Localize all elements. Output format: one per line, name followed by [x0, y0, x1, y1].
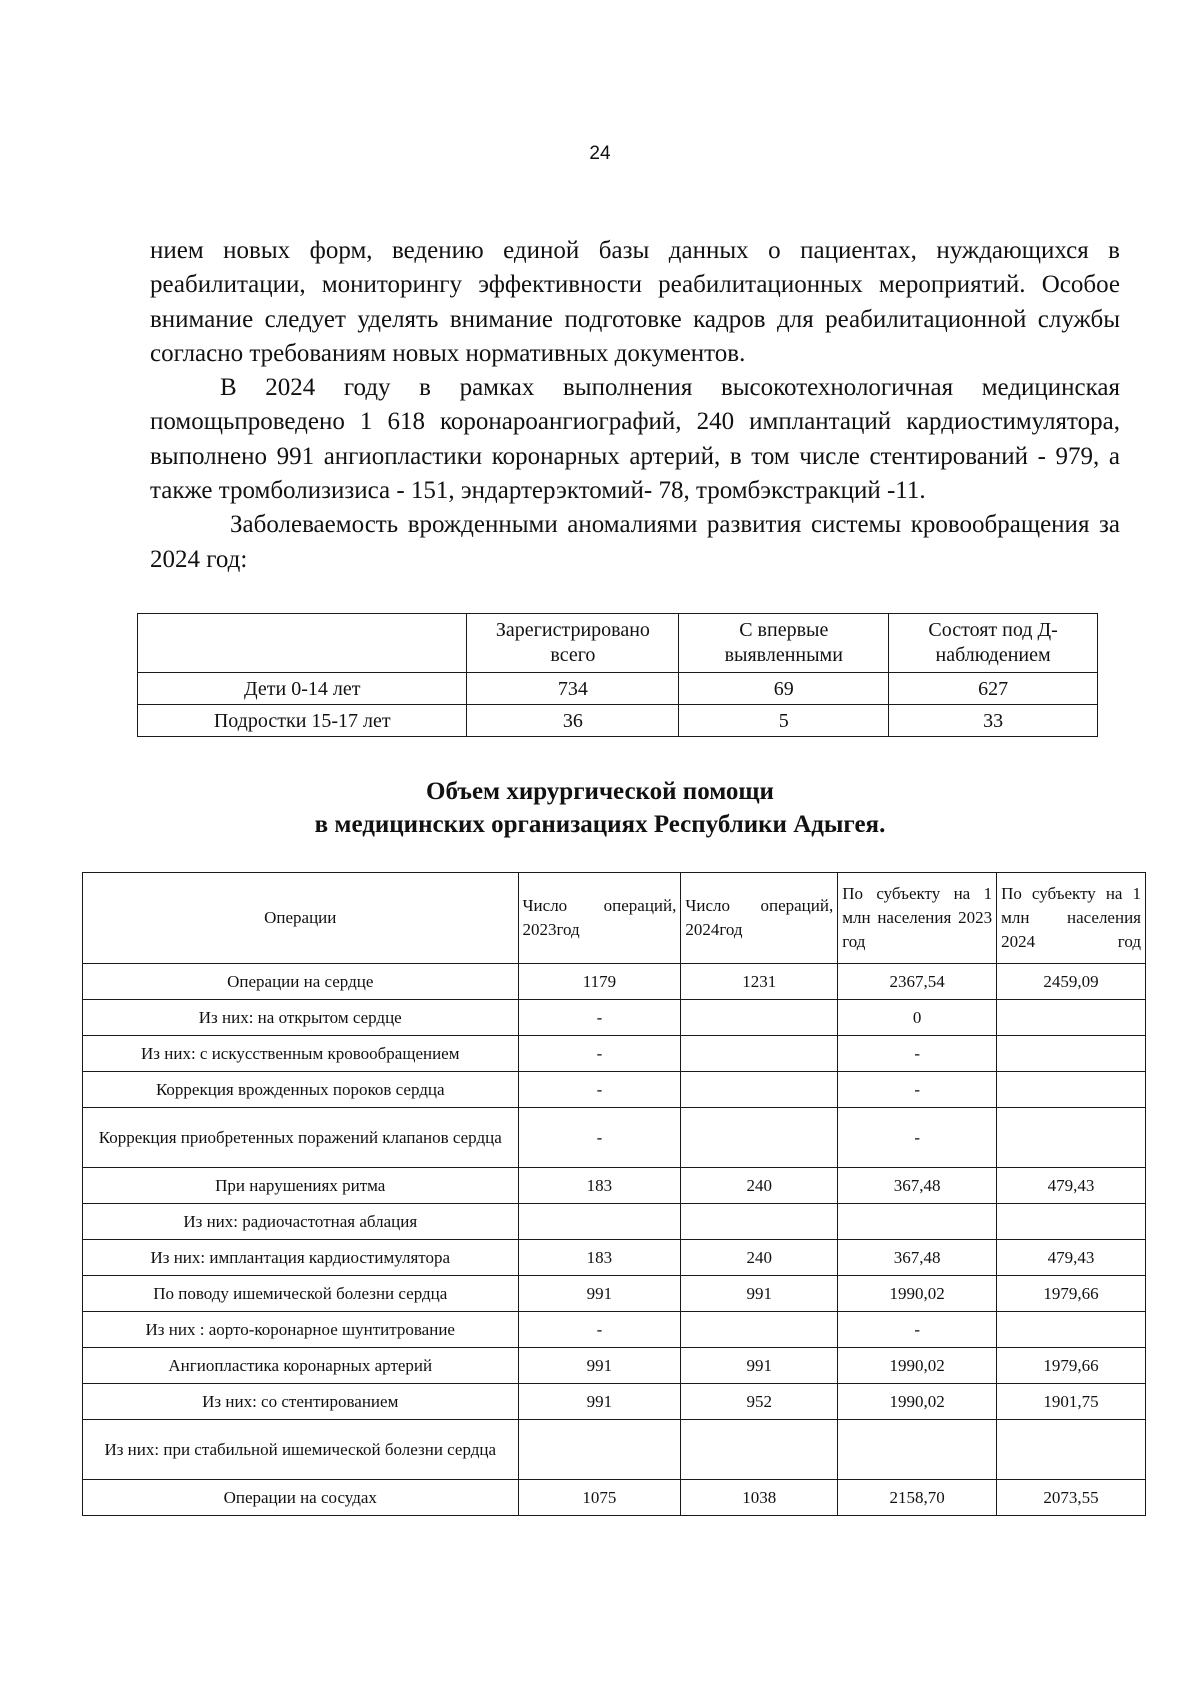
table-cell: 33: [889, 705, 1098, 737]
table-header-cell: Состоят под Д-наблюдением: [889, 614, 1098, 673]
table-row: [83, 1204, 1146, 1240]
table-cell: Ангиопластика коронарных артерий: [83, 1348, 519, 1384]
page-number: 24: [589, 143, 611, 164]
table-cell: [997, 1420, 1146, 1480]
table-cell: 1038: [681, 1480, 838, 1516]
table-header-row: [83, 873, 1146, 964]
table-cell: 991: [518, 1276, 681, 1312]
table-row: [83, 1384, 1146, 1420]
table-cell: Дети 0-14 лет: [138, 673, 467, 705]
table-row: [83, 1480, 1146, 1516]
congenital-anomalies-table: [137, 613, 1098, 737]
table-header-cell: Число операций, 2024год: [681, 873, 838, 964]
table-row: [83, 1036, 1146, 1072]
table-cell: 991: [681, 1276, 838, 1312]
table-cell: [681, 1312, 838, 1348]
paragraph-3: Заболеваемость врожденными аномалиями развития системы кровообращения за 2024 год:: [150, 511, 1120, 573]
table-row: [83, 1072, 1146, 1108]
table-cell: 734: [467, 673, 679, 705]
table-cell: [681, 1204, 838, 1240]
table-cell: [518, 1204, 681, 1240]
table-cell: [681, 1072, 838, 1108]
table-cell: 1979,66: [997, 1348, 1146, 1384]
paragraph-1: нием новых форм, ведению единой базы данных о пациентах, нуждающихся в реабилитации, мониторингу эффективности реабилитационных мероприятий. Особое внимание следует уделять внимание подготовке кадров для реабилитационной службы согласно требованиям новых нормативных документов.: [150, 237, 1120, 367]
table-cell: Коррекция приобретенных поражений клапанов сердца: [83, 1108, 519, 1168]
table-cell: -: [518, 1312, 681, 1348]
table-cell: 183: [518, 1168, 681, 1204]
table-cell: 2459,09: [997, 964, 1146, 1000]
table-cell: При нарушениях ритма: [83, 1168, 519, 1204]
table-header-cell: Число операций, 2023год: [518, 873, 681, 964]
table-cell: [681, 1000, 838, 1036]
table-cell: -: [838, 1036, 997, 1072]
table-header-row: [138, 614, 1098, 673]
table-cell: 1075: [518, 1480, 681, 1516]
table-row: [83, 1276, 1146, 1312]
table-header-cell: [138, 614, 467, 673]
table-cell: 479,43: [997, 1168, 1146, 1204]
table-cell: 1179: [518, 964, 681, 1000]
table-cell: -: [518, 1000, 681, 1036]
table-cell: 1231: [681, 964, 838, 1000]
table-cell: [681, 1036, 838, 1072]
table-row: [138, 705, 1098, 737]
table-cell: 0: [838, 1000, 997, 1036]
table-row: [83, 1168, 1146, 1204]
table-cell: 240: [681, 1240, 838, 1276]
table-cell: 367,48: [838, 1240, 997, 1276]
table-cell: 991: [518, 1384, 681, 1420]
table-cell: 2367,54: [838, 964, 997, 1000]
table-cell: -: [518, 1108, 681, 1168]
table-header-cell: По субъекту на 1 млн населения 2024 год: [997, 873, 1146, 964]
table-cell: -: [838, 1072, 997, 1108]
table-cell: 952: [681, 1384, 838, 1420]
table-cell: -: [838, 1312, 997, 1348]
table-cell: [997, 1312, 1146, 1348]
paragraph-2: В 2024 году в рамках выполнения высокотехнологичная медицинская помощьпроведено 1 618 коронароангиографий, 240 имплантаций кардиостимулятора, выполнено 991 ангиопластики коронарных артерий, в том числе стентирований - 979, а также тромболизизиса - 151, эндартерэктомий- 78, тромбэкстракций -11.: [150, 374, 1120, 505]
table-cell: 1990,02: [838, 1348, 997, 1384]
table-cell: Из них: имплантация кардиостимулятора: [83, 1240, 519, 1276]
table-cell: [518, 1420, 681, 1480]
table-row: [83, 1348, 1146, 1384]
table-row: [83, 964, 1146, 1000]
table-cell: [997, 1000, 1146, 1036]
table-cell: [997, 1072, 1146, 1108]
table-cell: 991: [681, 1348, 838, 1384]
table-cell: 2073,55: [997, 1480, 1146, 1516]
table-cell: [997, 1108, 1146, 1168]
table-cell: 367,48: [838, 1168, 997, 1204]
table-cell: [997, 1204, 1146, 1240]
table-row: [138, 673, 1098, 705]
table-header-cell: Операции: [83, 873, 519, 964]
table-cell: [838, 1420, 997, 1480]
table-cell: Коррекция врожденных пороков сердца: [83, 1072, 519, 1108]
table-cell: 991: [518, 1348, 681, 1384]
table-cell: 479,43: [997, 1240, 1146, 1276]
table-cell: Операции на сосудах: [83, 1480, 519, 1516]
table-cell: Из них: на открытом сердце: [83, 1000, 519, 1036]
table-cell: 2158,70: [838, 1480, 997, 1516]
table-cell: По поводу ишемической болезни сердца: [83, 1276, 519, 1312]
section-heading: [0, 775, 1200, 841]
table-cell: Из них: при стабильной ишемической болезни сердца: [83, 1420, 519, 1480]
heading-line-1: Объем хирургической помощи: [426, 778, 774, 805]
table-cell: Из них: с искусственным кровообращением: [83, 1036, 519, 1072]
table-cell: Операции на сердце: [83, 964, 519, 1000]
table-cell: [997, 1036, 1146, 1072]
table-row: [83, 1240, 1146, 1276]
table-cell: [681, 1108, 838, 1168]
table-row: [83, 1312, 1146, 1348]
table-cell: Из них : аорто-коронарное шунтитрование: [83, 1312, 519, 1348]
table-cell: Из них: со стентированием: [83, 1384, 519, 1420]
table-header-cell: С впервые выявленными: [679, 614, 889, 673]
table-row: [83, 1108, 1146, 1168]
heading-line-2: в медицинских организациях Республики Адыгея.: [314, 811, 886, 838]
table-row: [83, 1420, 1146, 1480]
table-cell: 36: [467, 705, 679, 737]
table-cell: -: [518, 1072, 681, 1108]
table-cell: -: [838, 1108, 997, 1168]
table-cell: 1901,75: [997, 1384, 1146, 1420]
table-cell: [681, 1420, 838, 1480]
body-text: [150, 234, 1120, 577]
table-cell: 1990,02: [838, 1384, 997, 1420]
table-cell: 1990,02: [838, 1276, 997, 1312]
table-cell: 69: [679, 673, 889, 705]
table-header-cell: Зарегистрировано всего: [467, 614, 679, 673]
table-cell: 1979,66: [997, 1276, 1146, 1312]
table-cell: -: [518, 1036, 681, 1072]
table-cell: Из них: радиочастотная аблация: [83, 1204, 519, 1240]
table-cell: Подростки 15-17 лет: [138, 705, 467, 737]
table-cell: 627: [889, 673, 1098, 705]
surgical-volume-table: [82, 872, 1146, 1516]
table-cell: 5: [679, 705, 889, 737]
table-header-cell: По субъекту на 1 млн населения 2023 год: [838, 873, 997, 964]
table-row: [83, 1000, 1146, 1036]
table-cell: 240: [681, 1168, 838, 1204]
table-cell: [838, 1204, 997, 1240]
table-cell: 183: [518, 1240, 681, 1276]
